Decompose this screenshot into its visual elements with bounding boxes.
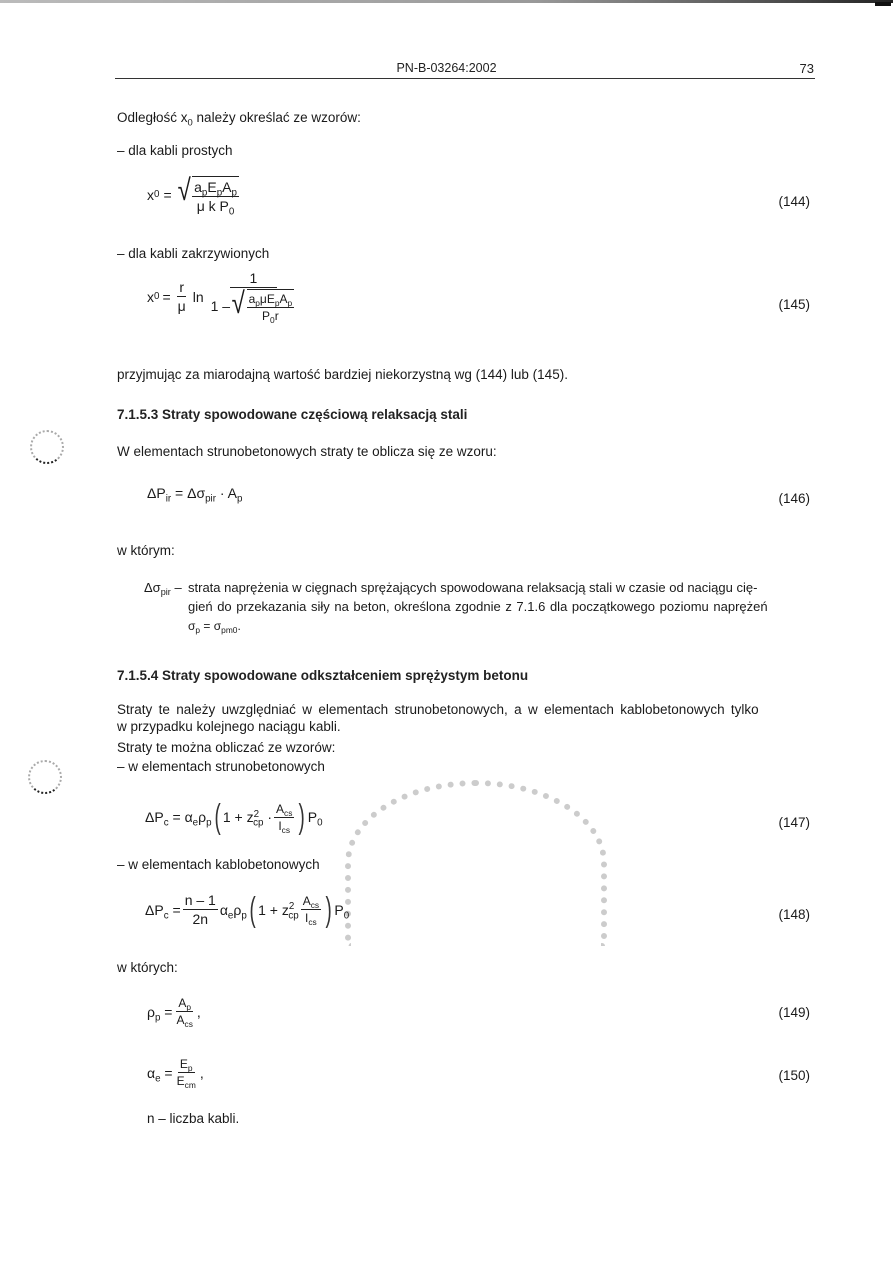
formulas-intro: Straty te można obliczać ze wzorów: — [117, 740, 336, 755]
numerator: r — [179, 279, 185, 295]
equation-number-148: (148) — [778, 907, 810, 922]
subscript: 0 — [187, 117, 193, 129]
sqrt-symbol: √ $\frac{a_pE_pA_p}{\mu k P_0}$ — [177, 174, 237, 218]
straight-cables-label: – dla kabli prostych — [117, 143, 233, 158]
n-definition: n – liczba kabli. — [147, 1111, 240, 1126]
subscript: p — [195, 624, 201, 635]
fraction-main — [209, 270, 299, 323]
math-symbol: Δσ — [144, 580, 161, 595]
equation-number-145: (145) — [778, 297, 810, 312]
scan-smudge — [345, 780, 607, 946]
curved-cables-label: – dla kabli zakrzywionych — [117, 246, 270, 261]
subscript: pm0 — [221, 624, 238, 635]
posttensioned-label: – w elementach kablobetonowych — [117, 857, 320, 872]
equation-145: x 0 = $\frac{r}{\mu}$ ln 1 1 – √ $\frac{a_p\mu E_pA_p}{P_0r}$ — [147, 270, 300, 323]
scan-edge-bar — [0, 0, 893, 3]
denominator: μ — [177, 298, 186, 314]
where-label: w którym: — [117, 543, 175, 558]
where-label-2: w których: — [117, 960, 178, 975]
intro-text: należy określać ze wzorów: — [192, 110, 361, 125]
numerator: 1 — [230, 270, 278, 288]
equation-144: x 0 = √ $\frac{a_pE_pA_p}{\mu k P_0}$ — [147, 176, 241, 214]
section-7154-para-line-2: w przypadku kolejnego naciągu kabli. — [117, 719, 341, 734]
punch-hole-mark — [28, 760, 62, 794]
math-symbol: μ k P — [196, 198, 229, 214]
fraction-r-over-mu — [176, 279, 188, 314]
intro-text: Odległość x — [117, 110, 188, 125]
x0-intro — [117, 110, 361, 129]
equation-146: $\Delta P_{ir} = \Delta\sigma_{pir} \cdot A_p$ — [147, 485, 243, 505]
definition-line-3 — [188, 619, 241, 633]
subscript: 0 — [228, 206, 235, 218]
definition-line-1: strata naprężenia w cięgnach sprężających spowodowana relaksacją stali w czasie od naciągu cię- — [188, 580, 758, 595]
math-symbol: 1 – — [210, 298, 231, 314]
equation-number-149: (149) — [778, 1005, 810, 1020]
sqrt-symbol: √ $\frac{a_p\mu E_pA_p}{P_0r}$ — [231, 287, 293, 325]
numerator: n – 1 — [184, 892, 216, 908]
equation-147: $\Delta P_c = \alpha_e\rho_p$ ( $1 + z^2_{cp}$ · $\frac{A_{cs}}{I_{cs}}$ ) $P_0$ — [145, 798, 323, 836]
math-symbol: x — [147, 187, 154, 203]
ln-operator: ln — [192, 288, 204, 305]
equation-148: $\Delta P_c$ = $\frac{n - 1}{2n}$ $\alpha_e\rho_p$ ( $1 + z^2_{cp}$ $\frac{A_{cs}}{I_{cs}}$ ) $P_0$ — [145, 890, 350, 929]
definition-symbol — [144, 580, 182, 598]
section-7153-intro: W elementach strunobetonowych straty te oblicza się ze wzoru: — [117, 444, 497, 459]
punctuation: . — [237, 619, 241, 633]
punch-hole-mark — [30, 430, 64, 464]
math-symbol: = σ — [200, 619, 222, 633]
math-symbol: σ — [188, 619, 196, 633]
section-heading-7154: 7.1.5.4 Straty spowodowane odkształceniem sprężystym betonu — [117, 668, 529, 683]
dash: – — [174, 580, 182, 595]
equation-number-150: (150) — [778, 1068, 810, 1083]
equation-number-144: (144) — [778, 194, 810, 209]
standard-code: PN-B-03264:2002 — [396, 61, 497, 75]
section-heading-7153: 7.1.5.3 Straty spowodowane częściową relaksacją stali — [117, 407, 468, 422]
equation-150: $\alpha_e$ = $\frac{E_p}{E_{cm}}$ , — [147, 1057, 204, 1090]
header-rule — [115, 78, 815, 79]
conclusion-text: przyjmując za miarodajną wartość bardziej niekorzystną wg (144) lub (145). — [117, 367, 568, 382]
subscript: pir — [160, 587, 171, 598]
pretensioned-label: – w elementach strunobetonowych — [117, 759, 325, 774]
denominator: 2n — [192, 911, 209, 927]
page-number: 73 — [799, 61, 814, 76]
section-7154-para-line-1: Straty te należy uwzględniać w elementach strunobetonowych, a w elementach kablobetonowych tylko — [117, 702, 759, 717]
definition-line-2: gień do przekazania siły na beton, określona zgodnie z 7.1.6 dla początkowego poziomu naprężeń — [188, 599, 768, 614]
math-symbol: x — [147, 288, 154, 305]
scan-edge-mark — [875, 2, 891, 6]
equation-number-147: (147) — [778, 815, 810, 830]
equation-149: $\rho_p$ = $\frac{A_p}{A_{cs}}$ , — [147, 996, 201, 1029]
equation-number-146: (146) — [778, 491, 810, 506]
